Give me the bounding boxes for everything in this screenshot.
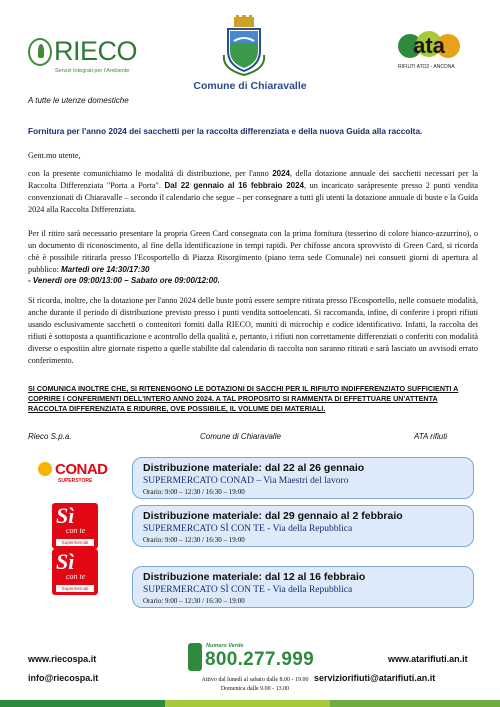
conad-wordmark: CONAD — [55, 461, 108, 478]
distribution-store: SUPERMERCATO CONAD – Via Maestri del lavoro — [143, 476, 349, 486]
signature-ata: ATA rifiuti — [414, 432, 448, 441]
toll-free-hours — [180, 676, 330, 694]
distribution-box — [132, 566, 474, 608]
toll-free-hours-sunday: Domenica dalle 9.00 - 13.00 — [220, 686, 290, 692]
footer-color-stripe — [0, 700, 500, 707]
para1-text-a: con la presente comunichiamo le modalità di distribuzione, per l'anno — [28, 169, 273, 178]
para1-text-c: , un incaricato saràpresente presso 2 punti vendita convenzionati di Chiaravalle – secondo il calendario che segue – per consegnare a tutti gli utenti la dotazione annuale di buste e la Guida 2024 alla Raccolta Differenziata. — [28, 181, 478, 215]
toll-free-label: Numero Verde — [206, 643, 244, 649]
ata-wordmark-icon — [396, 28, 462, 64]
ecosportello-hours: - Venerdì ore 09:00/13:00 – Sabato ore 09:00/12:00. — [28, 276, 220, 285]
distribution-hours: Orario: 9:00 – 12:30 / 16:30 – 19:00 — [143, 536, 245, 544]
si-wordmark: Sì — [56, 503, 75, 528]
ata-word: ata — [413, 33, 445, 58]
signature-comune: Comune di Chiaravalle — [200, 432, 281, 441]
para2-hours-tuesday: Martedì ore 14:30/17:30 — [60, 265, 150, 275]
si-super-text: Supermercati — [56, 539, 94, 546]
si-con-te-logo — [52, 549, 98, 595]
para1-dates: Dal 22 gennaio al 16 febbraio 2024 — [164, 181, 305, 191]
paragraph-reminder: Si ricorda, inoltre, che la dotazione per l'anno 2024 delle buste potrà essere sempre ritirata presso l'Ecosportello, nelle consuete modalità, anche durante il periodo di distribuzione previsto presso i punti vendita sottoelencati. Si raccomanda, infine, di conferire i propri rifiuti usando esclusivamente sacchetti o contenitori forniti dalla RIECO, muniti di microchip e codice identificativo. Infatti, la raccolta dei rifiuti è sottoposta a quantificazione e acontrollo della qualità e, pertanto, i rifiuti non correttamente differenziati o conferiti con modalità diverse o espostiin altre giornate rispetto a quelle stabilite dal calendario di raccolta non saranno ritirati e sarà lasciato un avvisodi errato conferimento. — [28, 296, 478, 366]
distribution-box — [132, 457, 474, 499]
distribution-hours: Orario: 9:00 – 12:30 / 16:30 – 19:00 — [143, 488, 245, 496]
paragraph-distribution — [28, 168, 478, 216]
ata-subtitle: RIFIUTI ATO2 - ANCONA — [398, 64, 455, 70]
rieco-tagline: Servizi Integrati per l'Ambiente — [55, 68, 130, 74]
notice-uppercase: SI COMUNICA INOLTRE CHE, SI RITENENGONO LE DOTAZIONI DI SACCHI PER IL RIFIUTO INDIFFERENZIATO SUFFICIENTI A COPRIRE I CONFERIMENTI DELL'INTERO ANNO 2024. A TAL PROPOSITO SI RAMMENTA DI EFFETTUARE UN'ATTENTA RACCOLTA DIFFERENZIATA E RIDURRE, OVE POSSIBILE, IL VOLUME DEI MATERIALI. — [28, 384, 459, 413]
si-conte-text: con te — [66, 526, 86, 535]
para2-text: Per il ritiro sarà necessario presentare la propria Green Card consegnata con la prima fornitura (tesserino di colore bianco-azzurrino), o un documento di riconoscimento, al fine della identificazione in tempi rapidi. Per chifosse ancora sprovvisto di Green Card, si ricorda chè è possibile ritirarla presso l'Ecosportello di Piazza Risorgimento (piano terra sede Comunale) nei consueti giorni di apertura al pubblico: — [28, 229, 478, 275]
ata-logo — [396, 28, 462, 80]
distribution-store: SUPERMERCATO SÌ CON TE - Via della Repubblica — [143, 524, 353, 534]
distribution-hours: Orario: 9:00 – 12:30 / 16:30 – 19:00 — [143, 597, 245, 605]
rieco-leaf-icon — [28, 38, 52, 66]
rieco-wordmark: RIECO — [54, 36, 138, 66]
conad-subtitle: SUPERSTORE — [58, 478, 93, 484]
si-super-text: Supermercati — [56, 585, 94, 592]
comune-title: Comune di Chiaravalle — [193, 80, 307, 92]
distribution-title: Distribuzione materiale: dal 29 gennaio al 2 febbraio — [143, 510, 403, 522]
rieco-logo — [28, 36, 158, 80]
distribution-store: SUPERMERCATO SÌ CON TE - Via della Repubblica — [143, 585, 353, 595]
rieco-website-link[interactable]: www.riecospa.it — [28, 654, 97, 664]
para1-text-b: , della dotazione annuale dei sacchetti necessari per la Raccolta Differenziata "Porta a Porta". — [28, 169, 478, 191]
recipients-line: A tutte le utenze domestiche — [28, 96, 129, 105]
conad-logo — [38, 461, 110, 489]
para1-year: 2024 — [272, 169, 290, 178]
toll-free-digits[interactable]: 800.277.999 — [205, 649, 314, 670]
phone-icon — [188, 643, 202, 671]
distribution-box — [132, 505, 474, 547]
si-con-te-logo — [52, 503, 98, 549]
conad-sun-icon — [38, 462, 52, 476]
si-conte-text: con te — [66, 572, 86, 581]
toll-free-hours-weekdays: Attivo dal lunedì al sabato dalle 8.00 - 19.00 — [201, 677, 309, 683]
si-wordmark: Sì — [56, 549, 75, 574]
rieco-email-link[interactable]: info@riecospa.it — [28, 673, 99, 683]
salutation: Gent.mo utente, — [28, 151, 81, 160]
ata-email-link[interactable]: serviziorifiuti@atarifiuti.an.it — [314, 673, 436, 683]
paragraph-greencard — [28, 228, 478, 276]
distribution-title: Distribuzione materiale: dal 12 al 16 febbraio — [143, 571, 366, 583]
distribution-title: Distribuzione materiale: dal 22 al 26 gennaio — [143, 462, 365, 474]
ata-website-link[interactable]: www.atarifiuti.an.it — [388, 654, 468, 664]
document-headline: Fornitura per l'anno 2024 dei sacchetti per la raccolta differenziata e della nuova Guida alla raccolta. — [28, 126, 423, 136]
comune-crest-icon — [220, 15, 268, 77]
toll-free-number — [188, 643, 318, 675]
signature-rieco: Rieco S.p.a. — [28, 432, 72, 441]
